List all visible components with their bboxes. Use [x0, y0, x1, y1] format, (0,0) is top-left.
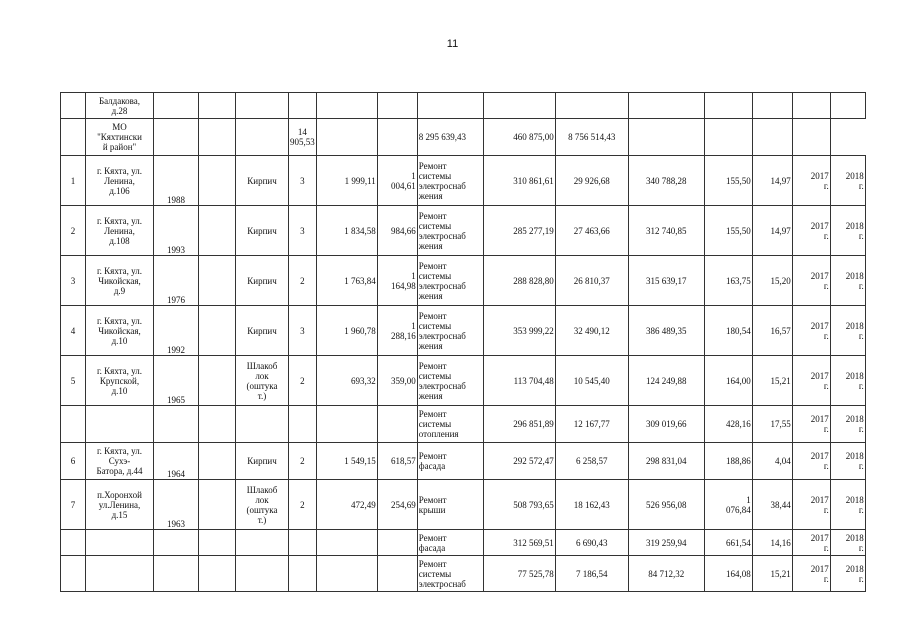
cell-floors: 2	[289, 356, 317, 406]
table-row	[61, 356, 866, 406]
cell-address: г. Кяхта, ул. Ленина, д.108	[86, 206, 154, 256]
cell-total-area	[316, 530, 377, 556]
table-row	[61, 530, 866, 556]
cell-cost-sum: 124 249,88	[628, 356, 704, 406]
cell-cost-sum: 315 639,17	[628, 256, 704, 306]
cell-address: МО "Кяхтински й район"	[86, 119, 154, 156]
cell-cost-per-sqm: 155,50	[704, 156, 752, 206]
cell-work-type: Ремонт системы электроснаб жения	[417, 206, 483, 256]
cell-work-type: Ремонт системы электроснаб	[417, 556, 483, 592]
cell-cost-total: 77 525,78	[483, 556, 555, 592]
table-row	[61, 443, 866, 480]
cell-start-year	[792, 93, 830, 119]
cell-cost-per-sqm: 188,86	[704, 443, 752, 480]
cell-cost-per-sqm	[704, 93, 752, 119]
cell-cost-fund: 7 186,54	[555, 556, 628, 592]
cell-row-number: 7	[61, 480, 86, 530]
cell-start-year: 2017 г.	[792, 406, 830, 443]
cell-living-area: 618,57	[377, 443, 417, 480]
cell-end-year: 2018 г.	[830, 556, 865, 592]
cell-cost-sum: 526 956,08	[628, 480, 704, 530]
cell-total-area	[316, 406, 377, 443]
cell-year-built: 1963	[154, 480, 199, 530]
cell-row-number	[61, 119, 86, 156]
cell-rate: 14,97	[752, 206, 792, 256]
cell-work-type: Ремонт системы электроснаб жения	[417, 306, 483, 356]
cell-floor-area	[199, 356, 236, 406]
cell-start-year	[792, 119, 830, 156]
cell-address: г. Кяхта, ул. Ленина, д.106	[86, 156, 154, 206]
cell-cost-fund: 8 756 514,43	[555, 119, 628, 156]
cell-wall-material	[236, 406, 289, 443]
cell-end-year	[830, 93, 865, 119]
cell-rate: 15,20	[752, 256, 792, 306]
cell-total-area: 472,49	[316, 480, 377, 530]
cell-year-built: 1976	[154, 256, 199, 306]
table-row	[61, 93, 866, 119]
cell-row-number: 2	[61, 206, 86, 256]
cell-end-year: 2018 г.	[830, 156, 865, 206]
cell-cost-per-sqm: 1 076,84	[704, 480, 752, 530]
cell-floors	[289, 406, 317, 443]
cell-living-area: 254,69	[377, 480, 417, 530]
cell-cost-total: 285 277,19	[483, 206, 555, 256]
cell-total-area: 1 549,15	[316, 443, 377, 480]
cell-cost-sum: 312 740,85	[628, 206, 704, 256]
cell-row-number	[61, 93, 86, 119]
cell-work-type: 8 295 639,43	[417, 119, 483, 156]
cell-start-year: 2017 г.	[792, 206, 830, 256]
cell-wall-material: Кирпич	[236, 156, 289, 206]
cell-cost-sum	[628, 119, 704, 156]
cell-row-number: 5	[61, 356, 86, 406]
cell-start-year: 2017 г.	[792, 356, 830, 406]
cell-floors: 2	[289, 256, 317, 306]
cell-cost-fund: 26 810,37	[555, 256, 628, 306]
cell-floors	[289, 93, 317, 119]
cell-cost-total: 312 569,51	[483, 530, 555, 556]
cell-cost-sum: 309 019,66	[628, 406, 704, 443]
cell-work-type: Ремонт фасада	[417, 530, 483, 556]
cell-address: г. Кяхта, ул. Чикойская, д.9	[86, 256, 154, 306]
cell-floor-area	[199, 443, 236, 480]
cell-end-year: 2018 г.	[830, 356, 865, 406]
cell-cost-total: 113 704,48	[483, 356, 555, 406]
cell-address	[86, 556, 154, 592]
cell-cost-total	[483, 93, 555, 119]
cell-floor-area	[199, 480, 236, 530]
cell-start-year: 2017 г.	[792, 256, 830, 306]
cell-floor-area	[199, 530, 236, 556]
cell-floors: 14 905,53	[289, 119, 317, 156]
cell-work-type: Ремонт системы электроснаб жения	[417, 156, 483, 206]
cell-living-area	[377, 556, 417, 592]
cell-cost-sum: 386 489,35	[628, 306, 704, 356]
cell-cost-fund: 32 490,12	[555, 306, 628, 356]
cell-total-area: 1 960,78	[316, 306, 377, 356]
cell-rate: 15,21	[752, 556, 792, 592]
cell-cost-fund: 29 926,68	[555, 156, 628, 206]
cell-cost-per-sqm: 428,16	[704, 406, 752, 443]
cell-floors: 3	[289, 306, 317, 356]
cell-total-area: 1 763,84	[316, 256, 377, 306]
cell-living-area	[377, 406, 417, 443]
cell-total-area: 693,32	[316, 356, 377, 406]
table-row	[61, 480, 866, 530]
table-row	[61, 256, 866, 306]
cell-total-area	[316, 556, 377, 592]
cell-row-number	[61, 530, 86, 556]
cell-address: г. Кяхта, ул. Сухэ- Батора, д.44	[86, 443, 154, 480]
cell-floors: 3	[289, 206, 317, 256]
table-row	[61, 206, 866, 256]
cell-floors	[289, 530, 317, 556]
cell-cost-per-sqm	[704, 119, 752, 156]
cell-floors	[289, 556, 317, 592]
cell-end-year: 2018 г.	[830, 406, 865, 443]
cell-living-area	[377, 119, 417, 156]
cell-cost-sum: 319 259,94	[628, 530, 704, 556]
cell-wall-material: Кирпич	[236, 206, 289, 256]
cell-rate: 4,04	[752, 443, 792, 480]
cell-cost-per-sqm: 661,54	[704, 530, 752, 556]
cell-address: п.Хоронхой ул.Ленина, д.15	[86, 480, 154, 530]
cell-cost-sum	[628, 93, 704, 119]
cell-cost-per-sqm: 164,00	[704, 356, 752, 406]
cell-floor-area	[199, 406, 236, 443]
cell-rate: 38,44	[752, 480, 792, 530]
cell-row-number: 3	[61, 256, 86, 306]
cell-cost-fund: 12 167,77	[555, 406, 628, 443]
cell-cost-total: 292 572,47	[483, 443, 555, 480]
cell-cost-fund: 6 258,57	[555, 443, 628, 480]
cell-cost-per-sqm: 163,75	[704, 256, 752, 306]
cell-year-built	[154, 530, 199, 556]
cell-cost-total: 288 828,80	[483, 256, 555, 306]
cell-end-year: 2018 г.	[830, 530, 865, 556]
cell-living-area: 1 004,61	[377, 156, 417, 206]
cell-wall-material	[236, 556, 289, 592]
cell-rate: 14,97	[752, 156, 792, 206]
cell-living-area	[377, 530, 417, 556]
cell-start-year: 2017 г.	[792, 443, 830, 480]
cell-start-year: 2017 г.	[792, 156, 830, 206]
repair-program-table	[60, 92, 866, 592]
cell-floor-area	[199, 156, 236, 206]
cell-cost-sum: 84 712,32	[628, 556, 704, 592]
cell-year-built: 1988	[154, 156, 199, 206]
cell-start-year: 2017 г.	[792, 530, 830, 556]
cell-wall-material	[236, 119, 289, 156]
cell-wall-material	[236, 530, 289, 556]
cell-year-built: 1965	[154, 356, 199, 406]
cell-work-type: Ремонт системы электроснаб жения	[417, 256, 483, 306]
cell-floor-area	[199, 119, 236, 156]
cell-floor-area	[199, 306, 236, 356]
cell-start-year: 2017 г.	[792, 306, 830, 356]
cell-wall-material	[236, 93, 289, 119]
cell-cost-per-sqm: 180,54	[704, 306, 752, 356]
cell-row-number	[61, 556, 86, 592]
cell-floors: 3	[289, 156, 317, 206]
cell-rate	[752, 93, 792, 119]
table-row	[61, 406, 866, 443]
cell-floor-area	[199, 256, 236, 306]
cell-wall-material: Кирпич	[236, 256, 289, 306]
cell-living-area: 984,66	[377, 206, 417, 256]
cell-address: Балдакова, д.28	[86, 93, 154, 119]
cell-floor-area	[199, 93, 236, 119]
cell-start-year: 2017 г.	[792, 480, 830, 530]
table-row	[61, 306, 866, 356]
cell-cost-sum: 340 788,28	[628, 156, 704, 206]
cell-year-built	[154, 556, 199, 592]
cell-work-type	[417, 93, 483, 119]
cell-cost-total: 508 793,65	[483, 480, 555, 530]
cell-floor-area	[199, 206, 236, 256]
cell-row-number	[61, 406, 86, 443]
table-row	[61, 119, 866, 156]
cell-row-number: 6	[61, 443, 86, 480]
cell-row-number: 4	[61, 306, 86, 356]
cell-living-area: 359,00	[377, 356, 417, 406]
cell-address	[86, 530, 154, 556]
cell-end-year: 2018 г.	[830, 256, 865, 306]
cell-total-area	[316, 93, 377, 119]
cell-cost-fund	[555, 93, 628, 119]
cell-end-year: 2018 г.	[830, 306, 865, 356]
cell-cost-fund: 18 162,43	[555, 480, 628, 530]
page-number: 11	[446, 38, 459, 50]
cell-row-number: 1	[61, 156, 86, 206]
cell-year-built	[154, 93, 199, 119]
cell-year-built: 1964	[154, 443, 199, 480]
cell-rate: 16,57	[752, 306, 792, 356]
cell-living-area: 1 164,98	[377, 256, 417, 306]
table-row	[61, 556, 866, 592]
cell-cost-fund: 10 545,40	[555, 356, 628, 406]
cell-total-area: 1 834,58	[316, 206, 377, 256]
cell-address: г. Кяхта, ул. Чикойская, д.10	[86, 306, 154, 356]
cell-address: г. Кяхта, ул. Крупской, д.10	[86, 356, 154, 406]
cell-work-type: Ремонт фасада	[417, 443, 483, 480]
cell-rate: 14,16	[752, 530, 792, 556]
cell-work-type: Ремонт системы отопления	[417, 406, 483, 443]
cell-cost-per-sqm: 164,08	[704, 556, 752, 592]
cell-wall-material: Шлакоб лок (оштука т.)	[236, 480, 289, 530]
cell-cost-sum: 298 831,04	[628, 443, 704, 480]
cell-floor-area	[199, 556, 236, 592]
table-row	[61, 156, 866, 206]
cell-rate	[752, 119, 792, 156]
cell-end-year: 2018 г.	[830, 206, 865, 256]
cell-floors: 2	[289, 443, 317, 480]
cell-end-year: 2018 г.	[830, 480, 865, 530]
cell-cost-fund: 6 690,43	[555, 530, 628, 556]
cell-rate: 15,21	[752, 356, 792, 406]
cell-start-year: 2017 г.	[792, 556, 830, 592]
cell-year-built: 1992	[154, 306, 199, 356]
cell-cost-total: 296 851,89	[483, 406, 555, 443]
cell-cost-total: 353 999,22	[483, 306, 555, 356]
cell-wall-material: Кирпич	[236, 306, 289, 356]
cell-rate: 17,55	[752, 406, 792, 443]
cell-wall-material: Кирпич	[236, 443, 289, 480]
cell-address	[86, 406, 154, 443]
cell-cost-total: 310 861,61	[483, 156, 555, 206]
cell-floors: 2	[289, 480, 317, 530]
cell-cost-fund: 27 463,66	[555, 206, 628, 256]
cell-work-type: Ремонт крыши	[417, 480, 483, 530]
cell-wall-material: Шлакоб лок (оштука т.)	[236, 356, 289, 406]
cell-work-type: Ремонт системы электроснаб жения	[417, 356, 483, 406]
cell-total-area	[316, 119, 377, 156]
cell-total-area: 1 999,11	[316, 156, 377, 206]
cell-living-area	[377, 93, 417, 119]
cell-cost-total: 460 875,00	[483, 119, 555, 156]
cell-living-area: 1 288,16	[377, 306, 417, 356]
cell-year-built	[154, 406, 199, 443]
cell-year-built: 1993	[154, 206, 199, 256]
cell-end-year: 2018 г.	[830, 443, 865, 480]
cell-cost-per-sqm: 155,50	[704, 206, 752, 256]
cell-year-built	[154, 119, 199, 156]
